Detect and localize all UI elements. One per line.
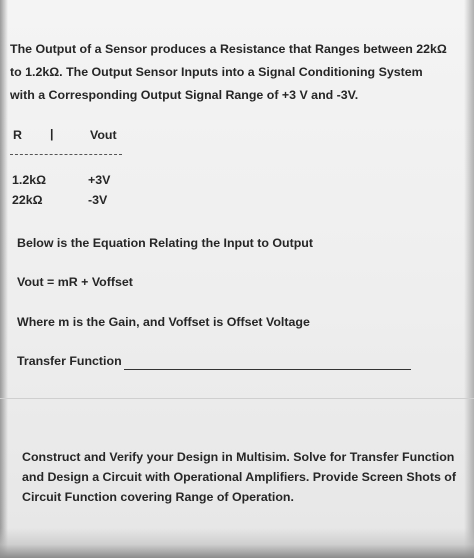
table-row-2-vout: -3V [88, 193, 108, 207]
transfer-function-label: Transfer Function [17, 354, 122, 368]
equation-formula: Vout = mR + Voffset [17, 275, 133, 289]
task-line-1: Construct and Verify your Design in Multisim. Solve for Transfer Function [22, 450, 455, 464]
task-line-3: Circuit Function covering Range of Operation. [22, 490, 294, 504]
table-row-1-r: 1.2kΩ [12, 173, 47, 187]
equation-intro: Below is the Equation Relating the Input to Output [17, 236, 313, 250]
table-header-r: R [13, 128, 22, 142]
table-dashed-rule [10, 154, 122, 155]
table-row-2-r: 22kΩ [12, 193, 43, 207]
problem-line-1: The Output of a Sensor produces a Resistance that Ranges between 22kΩ [10, 42, 447, 56]
table-header-vout: Vout [90, 128, 117, 142]
problem-line-3: with a Corresponding Output Signal Range of +3 V and -3V. [10, 88, 359, 102]
table-header-separator: | [50, 127, 54, 141]
page-shadow-left [0, 0, 8, 558]
transfer-function-blank [124, 369, 411, 370]
task-line-2: and Design a Circuit with Operational Amplifiers. Provide Screen Shots of [22, 470, 456, 484]
table-row-1-vout: +3V [88, 173, 111, 187]
section-divider [0, 398, 474, 399]
equation-definition: Where m is the Gain, and Voffset is Offset Voltage [17, 315, 310, 329]
page-shadow-right [464, 0, 474, 558]
problem-line-2: to 1.2kΩ. The Output Sensor Inputs into a Signal Conditioning System [10, 65, 423, 79]
page-shadow-bottom [0, 528, 474, 558]
